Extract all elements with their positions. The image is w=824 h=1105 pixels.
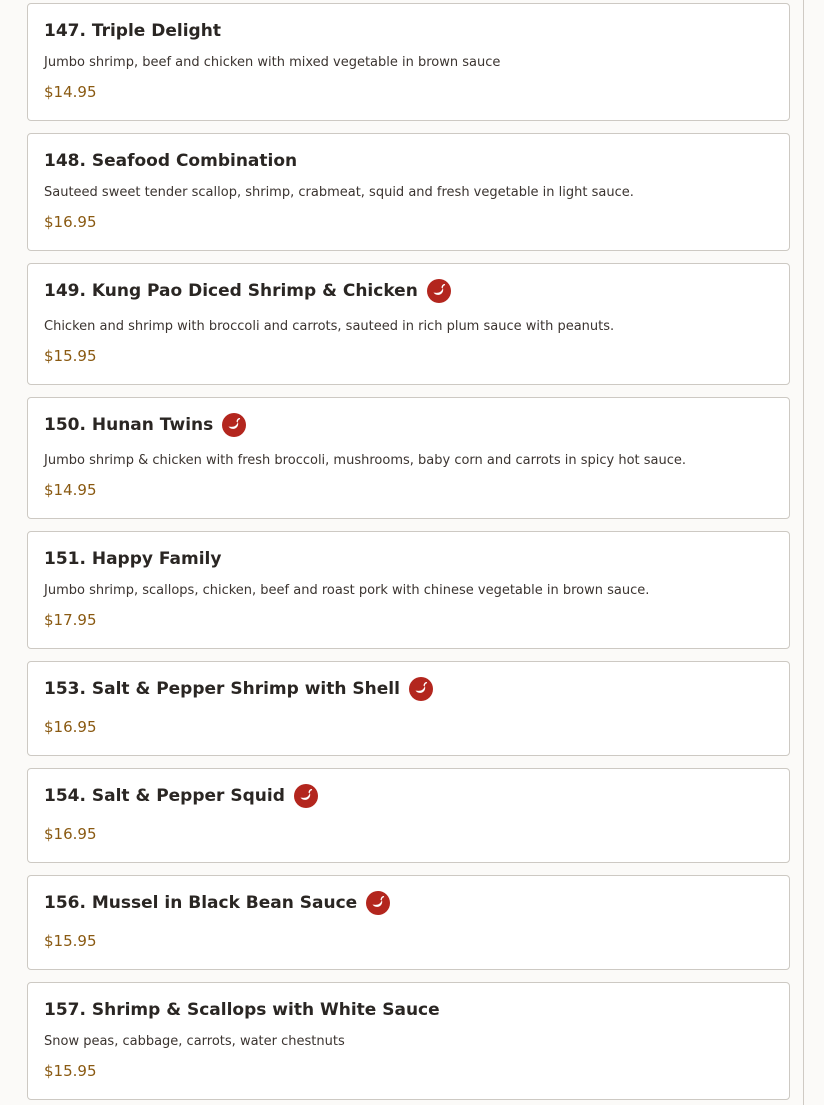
menu-item-price: $16.95 [44, 825, 97, 843]
menu-item-title: 147. Triple Delight [44, 21, 221, 41]
menu-item-title: 153. Salt & Pepper Shrimp with Shell [44, 679, 400, 699]
menu-item-description: Jumbo shrimp & chicken with fresh broccoli, mushrooms, baby corn and carrots in spicy hot sauce. [44, 453, 687, 468]
menu-item-title: 150. Hunan Twins [44, 415, 214, 435]
chili-pepper-icon [366, 891, 390, 915]
menu-item-price: $14.95 [44, 481, 97, 499]
menu-item-price: $16.95 [44, 718, 97, 736]
menu-item-price: $15.95 [44, 347, 97, 365]
menu-item-card[interactable] [27, 875, 790, 970]
menu-item-title: 156. Mussel in Black Bean Sauce [44, 893, 358, 913]
chili-pepper-icon [427, 279, 451, 303]
menu-item-card[interactable] [27, 133, 790, 251]
menu-item-card[interactable] [27, 263, 790, 385]
menu-item-card[interactable] [27, 397, 790, 519]
chili-pepper-icon [222, 413, 246, 437]
menu-item-description: Jumbo shrimp, beef and chicken with mixed vegetable in brown sauce [44, 55, 501, 70]
menu-item-card[interactable] [27, 768, 790, 863]
chili-pepper-icon [294, 784, 318, 808]
menu-item-description: Jumbo shrimp, scallops, chicken, beef and roast pork with chinese vegetable in brown sauce. [44, 583, 650, 598]
menu-item-title: 157. Shrimp & Scallops with White Sauce [44, 1000, 440, 1020]
menu-item-price: $17.95 [44, 611, 97, 629]
menu-item-description: Chicken and shrimp with broccoli and carrots, sauteed in rich plum sauce with peanuts. [44, 319, 615, 334]
menu-item-price: $14.95 [44, 83, 97, 101]
menu-item-card[interactable] [27, 661, 790, 756]
menu-item-price: $16.95 [44, 213, 97, 231]
scroll-edge-divider [803, 0, 804, 1105]
menu-item-title: 154. Salt & Pepper Squid [44, 786, 285, 806]
menu-item-price: $15.95 [44, 932, 97, 950]
menu-item-description: Sauteed sweet tender scallop, shrimp, crabmeat, squid and fresh vegetable in light sauce. [44, 185, 634, 200]
menu-item-card[interactable] [27, 531, 790, 649]
chili-pepper-icon [409, 677, 433, 701]
menu-item-card[interactable] [27, 3, 790, 121]
menu-item-title: 148. Seafood Combination [44, 151, 298, 171]
menu-item-title: 149. Kung Pao Diced Shrimp & Chicken [44, 281, 418, 301]
menu-item-title: 151. Happy Family [44, 549, 222, 569]
menu-item-card[interactable] [27, 982, 790, 1100]
menu-item-price: $15.95 [44, 1062, 97, 1080]
menu-item-description: Snow peas, cabbage, carrots, water chestnuts [44, 1034, 345, 1049]
